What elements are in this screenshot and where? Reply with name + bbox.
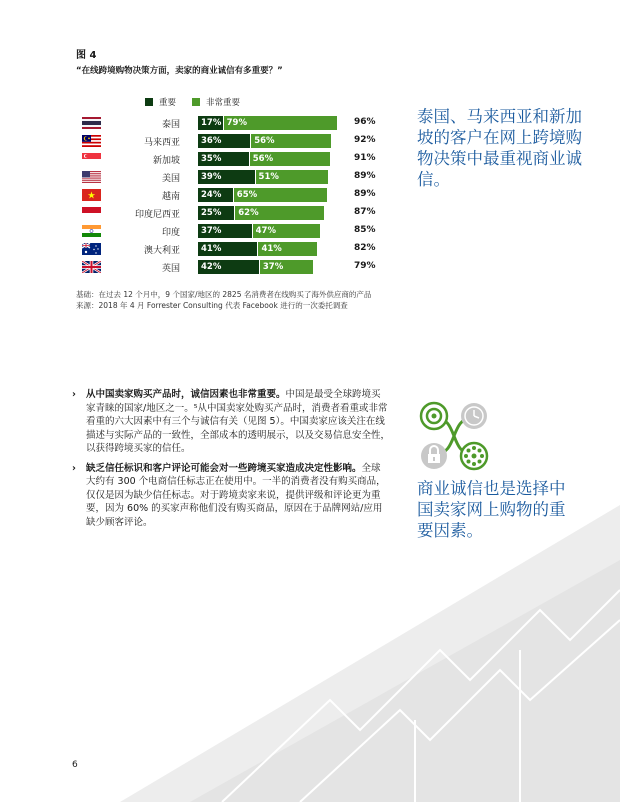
country-label: 越南 [161, 192, 180, 202]
chart-row [76, 150, 396, 168]
bar-important: 41% [198, 242, 257, 256]
bar-very-important: 51% [255, 170, 329, 184]
bullet-heading: 缺乏信任标识和客户评论可能会对一些跨境买家造成决定性影响。 [86, 462, 362, 474]
callout-china-sellers: 商业诚信也是选择中国卖家网上购物的重要因素。 [417, 479, 566, 540]
total-label: 89% [354, 171, 376, 181]
usa-flag-icon [82, 171, 101, 183]
bar-very-important: 37% [259, 260, 313, 274]
total-label: 79% [354, 261, 376, 271]
bar-important: 37% [198, 224, 252, 238]
bar-important: 35% [198, 152, 249, 166]
total-label: 91% [354, 153, 376, 163]
callout-trust-countries: 泰国、马来西亚和新加坡的客户在网上跨境购物决策中最重视商业诚信。 [417, 107, 582, 189]
country-label: 印度 [161, 228, 180, 238]
bar-important: 25% [198, 206, 234, 220]
trust-process-icon [418, 400, 490, 472]
legend-label-important: 重要 [159, 98, 177, 108]
stacked-bar-chart [76, 114, 396, 276]
bullet-marker-icon: › [72, 389, 76, 400]
vietnam-flag-icon [82, 189, 101, 201]
bullet-heading: 从中国卖家购买产品时，诚信因素也非常重要。 [86, 389, 286, 400]
legend-item-important [145, 96, 176, 108]
chart-row [76, 186, 396, 204]
country-label: 澳大利亚 [143, 246, 180, 256]
total-label: 87% [354, 207, 376, 217]
figure-label: 图 4 [76, 50, 97, 61]
bar-very-important: 56% [250, 134, 331, 148]
country-label: 新加坡 [152, 156, 180, 166]
base-note: 基础：在过去 12 个月中，9 个国家/地区的 2825 名消费者在线购买了海外供应商的产品 [76, 290, 372, 299]
bar-very-important: 47% [252, 224, 320, 238]
australia-flag-icon [82, 243, 101, 255]
bullet-item [72, 462, 390, 530]
country-label: 马来西亚 [143, 138, 180, 148]
country-label: 美国 [161, 174, 180, 184]
bar-very-important: 62% [234, 206, 324, 220]
legend-label-very-important: 非常重要 [206, 98, 241, 108]
chart-row [76, 240, 396, 258]
bar-important: 24% [198, 188, 233, 202]
bar-very-important: 41% [257, 242, 316, 256]
country-label: 泰国 [161, 120, 180, 130]
bar-very-important: 56% [249, 152, 330, 166]
chart-row [76, 132, 396, 150]
chart-row [76, 114, 396, 132]
bar-important: 39% [198, 170, 255, 184]
country-label: 印度尼西亚 [134, 210, 180, 220]
bar-important: 17% [198, 116, 223, 130]
bar-important: 36% [198, 134, 250, 148]
source-note: 来源：2018 年 4 月 Forrester Consulting 代表 Facebook 进行的一次委托调查 [76, 301, 348, 310]
bullet-item [72, 388, 390, 456]
total-label: 85% [354, 225, 376, 235]
chart-row [76, 204, 396, 222]
chart-row [76, 222, 396, 240]
figure-title: “在线跨境购物决策方面，卖家的商业诚信有多重要？” [76, 66, 283, 76]
country-label: 英国 [161, 264, 180, 274]
legend-swatch-important [145, 98, 153, 106]
india-flag-icon [82, 225, 101, 237]
legend-item-very-important [192, 96, 240, 108]
bar-important: 42% [198, 260, 259, 274]
bullet-body: 中国是最受全球跨境买家青睐的国家/地区之一。⁵从中国卖家处购买产品时，消费者看重或非常看重的六大因素中有三个与诚信有关（见图 5）。中国卖家应该关注在线描述与实际产品的一致性，全部成本的透明展示，以及交易信息安全性，以获得跨境买家的信任。 [86, 389, 391, 454]
chart-legend [145, 96, 240, 108]
chart-row [76, 168, 396, 186]
total-label: 82% [354, 243, 376, 253]
bullet-list [72, 388, 390, 535]
chart-notes [76, 289, 396, 311]
indonesia-flag-icon [82, 207, 101, 219]
bar-very-important: 65% [233, 188, 327, 202]
bar-very-important: 79% [223, 116, 338, 130]
total-label: 96% [354, 117, 376, 127]
bullet-body: 全球大约有 300 个电商信任标志正在使用中。一半的消费者没有购买商品，仅仅是因为缺少信任标志。对于跨境卖家来说，提供评级和评论更为重要，因为 60% 的买家声称他们没有购买商品，原因在于品牌网站/应用缺少顾客评论。 [86, 462, 386, 528]
chart-row [76, 258, 396, 276]
total-label: 92% [354, 135, 376, 145]
thailand-flag-icon [82, 117, 101, 129]
total-label: 89% [354, 189, 376, 199]
singapore-flag-icon [82, 153, 101, 165]
legend-swatch-very-important [192, 98, 200, 106]
page-number: 6 [72, 760, 78, 770]
malaysia-flag-icon [82, 135, 101, 147]
bullet-marker-icon: › [72, 462, 76, 474]
uk-flag-icon [82, 261, 101, 273]
